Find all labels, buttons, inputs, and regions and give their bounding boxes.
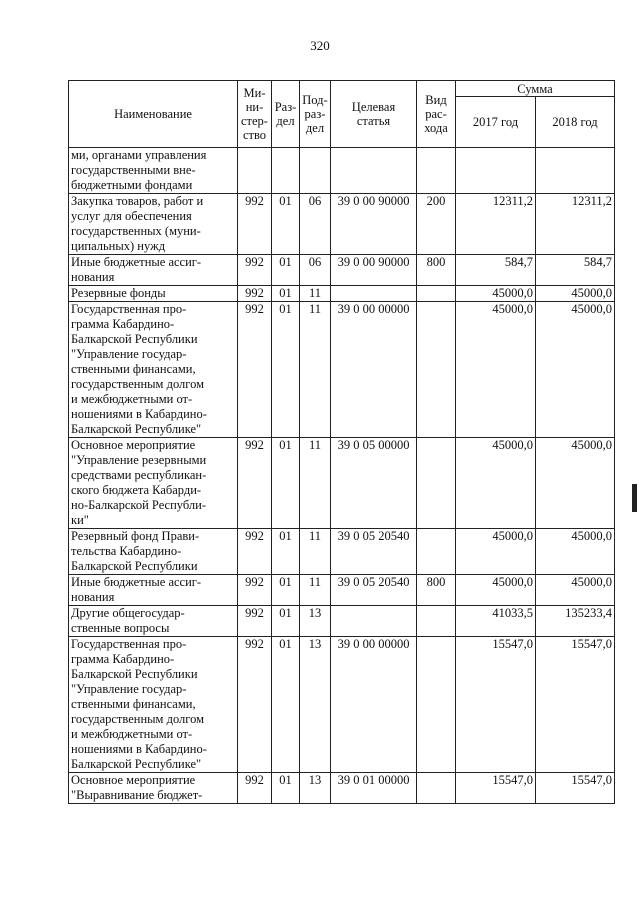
cell-ministry: 992 bbox=[238, 438, 272, 529]
cell-name: Иные бюджетные ассиг- нования bbox=[69, 255, 238, 286]
cell-name: Основное мероприятие "Выравнивание бюджет- bbox=[69, 773, 238, 804]
budget-table bbox=[68, 80, 615, 804]
cell-sum-2018: 45000,0 bbox=[536, 302, 615, 438]
cell-sum-2018: 45000,0 bbox=[536, 438, 615, 529]
cell-name: Основное мероприятие "Управление резервными средствами республикан- ского бюджета Кабарди- но-Балкарской Республи- ки" bbox=[69, 438, 238, 529]
cell-name: Резервные фонды bbox=[69, 286, 238, 302]
table-row bbox=[69, 194, 615, 255]
table-body bbox=[69, 148, 615, 804]
cell-target-article bbox=[331, 606, 417, 637]
cell-subsection bbox=[300, 148, 331, 194]
cell-ministry: 992 bbox=[238, 529, 272, 575]
cell-ministry: 992 bbox=[238, 302, 272, 438]
cell-expense-type: 800 bbox=[417, 575, 456, 606]
cell-section: 01 bbox=[272, 255, 300, 286]
cell-sum-2018: 15547,0 bbox=[536, 637, 615, 773]
table-row bbox=[69, 148, 615, 194]
cell-sum-2018: 135233,4 bbox=[536, 606, 615, 637]
table-row bbox=[69, 438, 615, 529]
cell-target-article: 39 0 05 20540 bbox=[331, 575, 417, 606]
cell-subsection: 13 bbox=[300, 773, 331, 804]
cell-sum-2018: 45000,0 bbox=[536, 286, 615, 302]
header-year-2018: 2018 год bbox=[536, 97, 615, 148]
cell-section: 01 bbox=[272, 575, 300, 606]
cell-sum-2018: 45000,0 bbox=[536, 529, 615, 575]
page-number: 320 bbox=[310, 38, 330, 53]
header-name: Наименование bbox=[69, 81, 238, 148]
cell-expense-type bbox=[417, 529, 456, 575]
cell-target-article: 39 0 01 00000 bbox=[331, 773, 417, 804]
cell-ministry: 992 bbox=[238, 194, 272, 255]
cell-sum-2018 bbox=[536, 148, 615, 194]
cell-section: 01 bbox=[272, 637, 300, 773]
cell-subsection: 06 bbox=[300, 255, 331, 286]
cell-name: Резервный фонд Прави- тельства Кабардино- Балкарской Республики bbox=[69, 529, 238, 575]
cell-sum-2017: 45000,0 bbox=[456, 438, 536, 529]
cell-sum-2017: 45000,0 bbox=[456, 575, 536, 606]
table-row bbox=[69, 637, 615, 773]
cell-name: ми, органами управления государственными вне- бюджетными фондами bbox=[69, 148, 238, 194]
cell-subsection: 13 bbox=[300, 606, 331, 637]
cell-target-article: 39 0 05 20540 bbox=[331, 529, 417, 575]
cell-section: 01 bbox=[272, 606, 300, 637]
cell-sum-2017: 584,7 bbox=[456, 255, 536, 286]
cell-target-article: 39 0 00 00000 bbox=[331, 302, 417, 438]
header-target-article: Целевая статья bbox=[331, 81, 417, 148]
edge-mark bbox=[632, 484, 637, 512]
cell-expense-type bbox=[417, 148, 456, 194]
cell-subsection: 11 bbox=[300, 302, 331, 438]
cell-target-article: 39 0 00 90000 bbox=[331, 194, 417, 255]
cell-subsection: 11 bbox=[300, 575, 331, 606]
cell-sum-2017: 45000,0 bbox=[456, 286, 536, 302]
cell-target-article: 39 0 00 00000 bbox=[331, 637, 417, 773]
cell-sum-2017: 45000,0 bbox=[456, 529, 536, 575]
cell-name: Иные бюджетные ассиг- нования bbox=[69, 575, 238, 606]
cell-expense-type bbox=[417, 286, 456, 302]
table-row bbox=[69, 575, 615, 606]
cell-sum-2017 bbox=[456, 148, 536, 194]
cell-section: 01 bbox=[272, 194, 300, 255]
header-ministry: Ми- ни- стер- ство bbox=[238, 81, 272, 148]
cell-section: 01 bbox=[272, 438, 300, 529]
cell-sum-2018: 15547,0 bbox=[536, 773, 615, 804]
cell-name: Государственная про- грамма Кабардино- Балкарской Республики "Управление государ- ственными финансами, государственным долгом и межбюджетными от- ношениями в Кабардино- Балкарской Республике" bbox=[69, 302, 238, 438]
cell-sum-2017: 15547,0 bbox=[456, 773, 536, 804]
cell-sum-2017: 45000,0 bbox=[456, 302, 536, 438]
cell-section bbox=[272, 148, 300, 194]
cell-subsection: 11 bbox=[300, 286, 331, 302]
cell-name: Другие общегосудар- ственные вопросы bbox=[69, 606, 238, 637]
cell-ministry: 992 bbox=[238, 575, 272, 606]
cell-subsection: 06 bbox=[300, 194, 331, 255]
cell-ministry: 992 bbox=[238, 773, 272, 804]
cell-name: Государственная про- грамма Кабардино- Балкарской Республики "Управление государ- ственными финансами, государственным долгом и межбюджетными от- ношениями в Кабардино- Балкарской Республике" bbox=[69, 637, 238, 773]
cell-section: 01 bbox=[272, 302, 300, 438]
cell-expense-type bbox=[417, 302, 456, 438]
cell-ministry: 992 bbox=[238, 637, 272, 773]
cell-expense-type bbox=[417, 438, 456, 529]
cell-section: 01 bbox=[272, 529, 300, 575]
cell-subsection: 13 bbox=[300, 637, 331, 773]
table-row bbox=[69, 529, 615, 575]
cell-sum-2017: 41033,5 bbox=[456, 606, 536, 637]
header-expense-type: Вид рас- хода bbox=[417, 81, 456, 148]
cell-expense-type: 200 bbox=[417, 194, 456, 255]
cell-expense-type bbox=[417, 773, 456, 804]
cell-ministry: 992 bbox=[238, 606, 272, 637]
cell-ministry bbox=[238, 148, 272, 194]
cell-target-article: 39 0 00 90000 bbox=[331, 255, 417, 286]
header-section: Раз- дел bbox=[272, 81, 300, 148]
cell-expense-type bbox=[417, 606, 456, 637]
cell-ministry: 992 bbox=[238, 255, 272, 286]
table-row bbox=[69, 302, 615, 438]
table-row bbox=[69, 773, 615, 804]
cell-target-article bbox=[331, 286, 417, 302]
table-row bbox=[69, 286, 615, 302]
cell-sum-2018: 584,7 bbox=[536, 255, 615, 286]
cell-expense-type: 800 bbox=[417, 255, 456, 286]
cell-sum-2017: 12311,2 bbox=[456, 194, 536, 255]
cell-subsection: 11 bbox=[300, 438, 331, 529]
table-row bbox=[69, 606, 615, 637]
header-subsection: Под- раз- дел bbox=[300, 81, 331, 148]
header-year-2017: 2017 год bbox=[456, 97, 536, 148]
cell-target-article: 39 0 05 00000 bbox=[331, 438, 417, 529]
cell-expense-type bbox=[417, 637, 456, 773]
cell-sum-2018: 45000,0 bbox=[536, 575, 615, 606]
header-row bbox=[69, 81, 615, 97]
header-sum: Сумма bbox=[456, 81, 615, 97]
cell-sum-2017: 15547,0 bbox=[456, 637, 536, 773]
table-row bbox=[69, 255, 615, 286]
cell-subsection: 11 bbox=[300, 529, 331, 575]
cell-sum-2018: 12311,2 bbox=[536, 194, 615, 255]
cell-ministry: 992 bbox=[238, 286, 272, 302]
cell-section: 01 bbox=[272, 773, 300, 804]
cell-name: Закупка товаров, работ и услуг для обеспечения государственных (муни- ципальных) нужд bbox=[69, 194, 238, 255]
cell-section: 01 bbox=[272, 286, 300, 302]
cell-target-article bbox=[331, 148, 417, 194]
